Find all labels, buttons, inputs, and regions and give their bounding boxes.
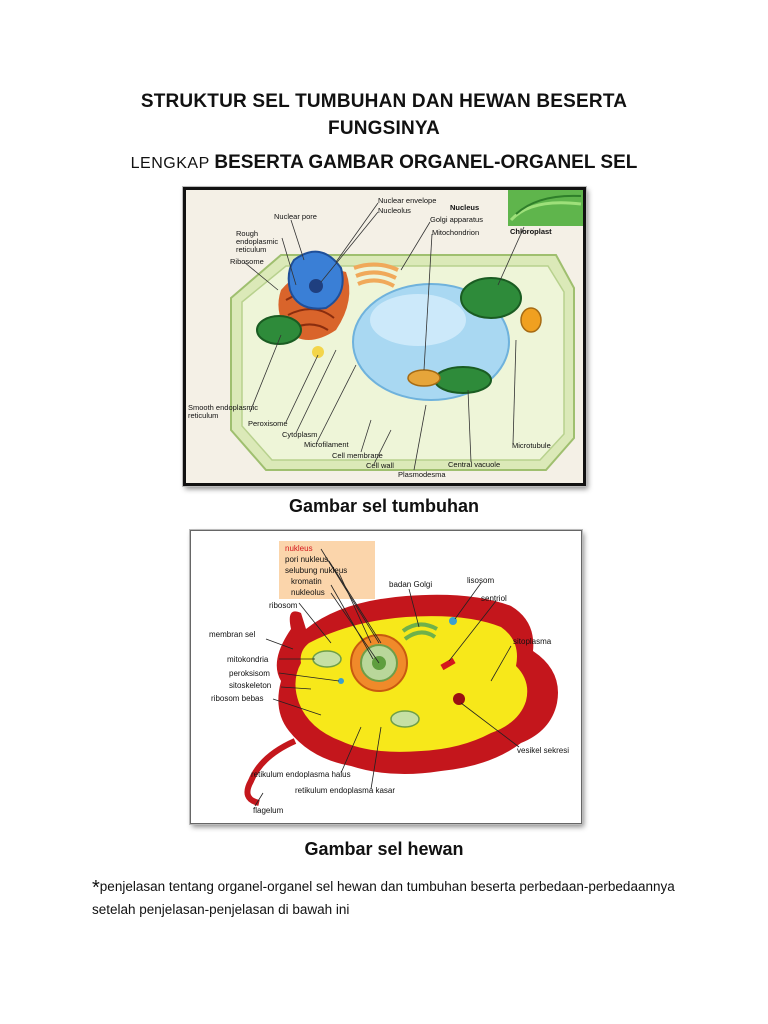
label-ribosome: Ribosome [230,257,264,266]
label-nukleus: nukleus [285,544,313,553]
label-peroksisom: peroksisom [229,669,270,678]
label-vesikel-sekresi: vesikel sekresi [517,746,570,755]
chloroplast-shape-1 [461,278,521,318]
label-membran-sel: membran sel [209,630,256,639]
label-badan-golgi: badan Golgi [389,580,433,589]
plant-caption: Gambar sel tumbuhan [288,496,480,516]
label-sitoplasma: sitoplasma [513,637,552,646]
label-mitochondrion: Mitochondrion [432,228,480,237]
animal-caption: Gambar sel hewan [304,839,464,859]
label-rough-er-3: reticulum [236,245,267,254]
label-microtubule: Microtubule [512,441,551,450]
label-chloroplast: Chloroplast [510,227,552,236]
label-lisosom: lisosom [467,576,495,585]
label-nucleus: Nucleus [450,203,480,212]
title-line-2: FUNGSINYA [328,118,440,139]
label-smooth-er-2: reticulum [188,411,219,420]
label-cell-membrane: Cell membrane [332,451,383,460]
label-re-kasar: retikulum endoplasma kasar [295,786,396,795]
label-ribosom: ribosom [269,601,298,610]
label-kromatin: kromatin [291,577,322,586]
label-nuclear-pore: Nuclear pore [274,212,317,221]
animal-cell-illustration [191,531,581,823]
animal-cell-figure [190,530,582,824]
explanation-note [92,876,692,921]
note-text: penjelasan tentang organel-organel sel hewan dan tumbuhan beserta perbedaan-perbedaannya setelah penjelasan-penjelasan di bawah ini [92,879,675,917]
plant-cell-illustration [186,190,583,483]
label-re-halus: retikulum endoplasma halus [251,770,351,779]
label-rough-er-2: endoplasmic [236,237,279,246]
document-subtitle [0,152,768,174]
label-golgi: Golgi apparatus [430,215,483,224]
label-rough-er-1: Rough [236,229,259,238]
label-cell-wall: Cell wall [366,461,394,470]
label-nuclear-envelope: Nuclear envelope [378,196,437,205]
label-pori-nukleus: pori nukleus [285,555,329,564]
label-nucleolus: Nucleolus [378,206,411,215]
vesikel-sekresi-shape [453,693,465,705]
subtitle-small-part: LENGKAP [130,155,215,172]
nucleolus-shape [309,279,323,293]
peroxisome-shape [312,346,324,358]
label-nukleolus: nukleolus [291,588,325,597]
mitochondrion-shape [408,370,440,386]
label-sitoskeleton: sitoskeleton [229,681,272,690]
plant-cell-figure [183,187,586,486]
title-line-1: STRUKTUR SEL TUMBUHAN DAN HEWAN BESERTA [140,91,628,112]
chloroplast-shape-2 [435,367,491,393]
label-ribosom-bebas: ribosom bebas [211,694,264,703]
label-flagelum: flagelum [253,806,284,815]
document-title [0,88,768,142]
mitokondria-shape [313,651,341,667]
label-mitokondria: mitokondria [227,655,269,664]
label-cytoplasm: Cytoplasm [282,430,318,439]
label-peroxisome: Peroxisome [248,419,288,428]
label-selubung-nukleus: selubung nukleus [285,566,348,575]
subtitle-main-part: BESERTA GAMBAR ORGANEL-ORGANEL SEL [214,152,638,173]
label-plasmodesma: Plasmodesma [398,470,446,479]
label-central-vacuole: Central vacuole [448,460,501,469]
note-asterisk: * [92,877,100,899]
label-sentriol: sentriol [481,594,507,603]
label-smooth-er-1: Smooth endoplasmic [188,403,259,412]
label-microfilament: Microfilament [304,440,349,449]
